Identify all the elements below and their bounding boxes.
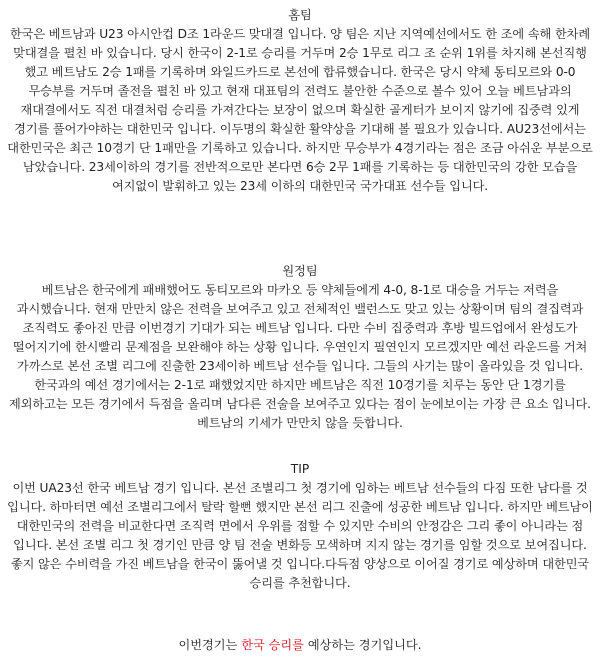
away-team-section bbox=[6, 262, 594, 433]
final-prediction-prefix: 이번경기는 bbox=[178, 638, 242, 653]
away-team-body: 베트남은 한국에게 패배했어도 동티모르와 마카오 등 약체들에게 4-0, 8-1로 대승을 거두는 저력을 과시했습니다. 현재 만만치 않은 전력을 보여주고 있고 전체적인 밸런스도 맞고 있는 상황이며 팀의 결집력과 조직력도 좋아진 만큼 이번경기 기대가 되는 베트남 입니다. 다만 수비 집중력과 후방 빌드업에서 완성도가 떨어지기에 한시빨리 문제점을 보완해야 하는 상황 입니다. 우연인지 필연인지 모르겠지만 예선 라운드를 거쳐 가까스로 본선 조별 리그에 진출한 23세이하 베트남 선수들 입니다. 그들의 사기는 많이 올라있을 것 입니다. 한국과의 예선 경기에서는 2-1로 패했었지만 하지만 베트남은 직전 10경기를 치루는 동안 단 1경기를 제외하고는 모든 경기에서 득점을 올리며 남다른 전술을 보여주고 있다는 점이 눈에보이는 가장 큰 요소 입니다. 베트남의 기세가 만만치 않을 듯합니다. bbox=[9, 283, 591, 430]
tip-body: 이번 UA23선 한국 베트남 경기 입니다. 본선 조별리그 첫 경기에 임하는 베트남 선수들의 다짐 또한 남다를 것 입니다. 하마터면 예선 조별리그에서 탈락 할뻔 했지만 본선 리그 진출에 성공한 베트남 입니다. 하지만 베트남이 대한민국의 전력을 비교한다면 조직력 면에서 우위를 점할 수 있지만 수비의 안정감은 그리 좋이 아니라는 점 입니다. 본선 조별 리그 첫 경기인 만큼 양 팀 전술 변화등 모색하며 지지 않는 경기를 임할 것으로 보여집니다. 좋지 않은 수비력을 가진 베트남을 한국이 뚫어낼 것 입니다.다득점 양상으로 이어질 경기로 예상하며 대한민국 승리를 추천합니다. bbox=[7, 481, 593, 590]
tip-section bbox=[6, 460, 594, 593]
final-prediction-suffix: 예상하는 경기입니다. bbox=[303, 638, 422, 653]
away-team-title: 원정팀 bbox=[282, 264, 318, 278]
home-team-section bbox=[6, 6, 594, 196]
home-team-body: 한국은 베트남과 U23 아시안컵 D조 1라운드 맞대결 입니다. 양 팀은 지난 지역예선에서도 한 조에 속해 한차례 맞대결을 펼친 바 있습니다. 당시 한국이 2-1로 승리를 거두며 2승 1무로 리그 조 순위 1위를 차지해 본선직행 했고 베트남도 2승 1패를 기록하며 와일드카드로 본선에 합류했습니다. 한국은 당시 약체 동티모르와 0-0 무승부를 거두며 졸전을 펼친 바 있고 현재 대표팀의 전력도 불안한 수준으로 볼수 있어 오늘 베트남과의 재대결에서도 직전 대결처럼 승리를 가져간다는 보장이 없으며 확실한 골게터가 보이지 않기에 집중력 있게 경기를 풀어가야하는 대한민국 입니다. 이두명의 확실한 활약상을 기대해 볼 필요가 있습니다. AU23선에서는 대한민국은 최근 10경기 단 1패만을 기록하고 있습니다. 하지만 무승부가 4경기라는 점은 조금 아쉬운 부분으로 남았습니다. 23세이하의 경기를 전반적으로만 본다면 6승 2무 1패를 기록하는 등 대한민국의 강한 모습을 여지없이 발휘하고 있는 23세 이하의 대한민국 국가대표 선수들 입니다. bbox=[7, 27, 593, 193]
home-team-title: 홈팀 bbox=[288, 8, 312, 22]
final-prediction-highlight: 한국 승리를 bbox=[241, 638, 304, 653]
final-prediction bbox=[0, 636, 600, 655]
tip-title: TIP bbox=[290, 462, 310, 476]
